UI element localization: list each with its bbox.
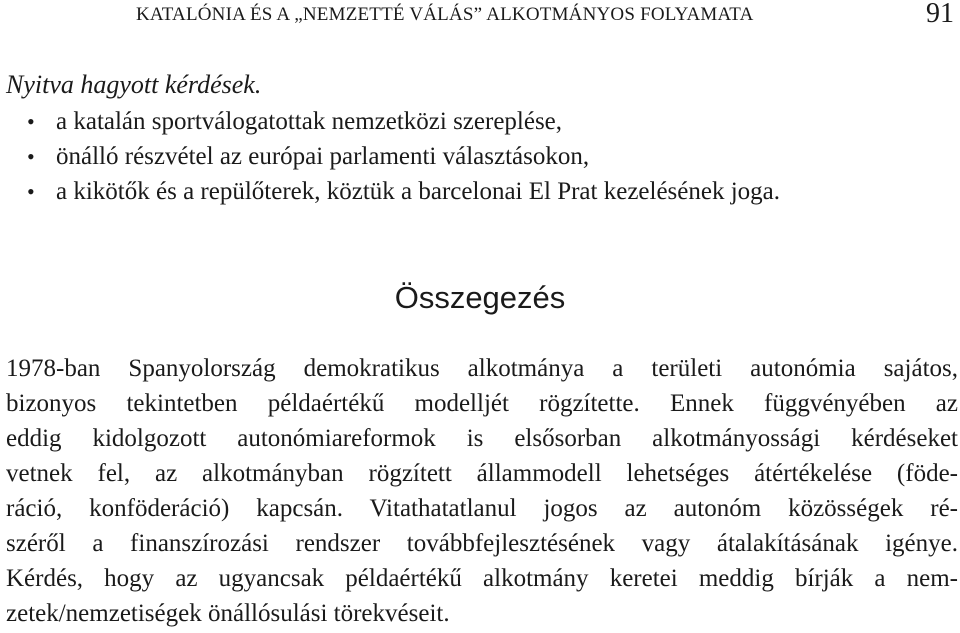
page-number: 91 xyxy=(926,0,954,29)
summary-paragraph xyxy=(6,351,958,631)
paragraph-line: széről a finanszírozási rendszer továbbfejlesztésének vagy átalakításának igénye. xyxy=(6,530,958,557)
paragraph-line: ráció, konföderáció) kapcsán. Vitathatatlanul jogos az autonóm közösségek ré- xyxy=(6,495,958,522)
running-header-title: KATALÓNIA ÉS A „NEMZETTÉ VÁLÁS” ALKOTMÁNYOS FOLYAMATA xyxy=(136,4,754,25)
list-item xyxy=(0,174,780,209)
paragraph-line: Kérdés, hogy az ugyancsak példaértékű alkotmány keretei meddig bírják a nem- xyxy=(6,565,958,592)
bullet-icon: • xyxy=(27,109,35,134)
bullet-icon: • xyxy=(27,179,35,204)
paragraph-line: eddig kidolgozott autonómiareformok is elsősorban alkotmányossági kérdéseket xyxy=(6,425,958,452)
section-title: Összegezés xyxy=(394,280,566,315)
list-item xyxy=(0,139,780,174)
paragraph-line: bizonyos tekintetben példaértékű modelljét rögzítette. Ennek függvényében az xyxy=(6,390,958,417)
list-item xyxy=(0,104,780,139)
list-item-text: önálló részvétel az európai parlamenti választásokon, xyxy=(56,143,590,170)
paragraph-line: zetek/nemzetiségek önállósulási törekvéseit. xyxy=(6,600,450,627)
open-questions-heading: Nyitva hagyott kérdések. xyxy=(6,70,262,99)
list-item-text: a kikötők és a repülőterek, köztük a barcelonai El Prat kezelésének joga. xyxy=(56,178,781,205)
list-item-text: a katalán sportválogatottak nemzetközi szereplése, xyxy=(56,108,563,135)
paragraph-line: vetnek fel, az alkotmányban rögzített állammodell lehetséges átértékelése (föde- xyxy=(6,460,958,487)
paragraph-line: 1978-ban Spanyolország demokratikus alkotmánya a területi autonómia sajátos, xyxy=(6,355,958,382)
open-questions-list xyxy=(0,104,780,209)
bullet-icon: • xyxy=(27,144,35,169)
